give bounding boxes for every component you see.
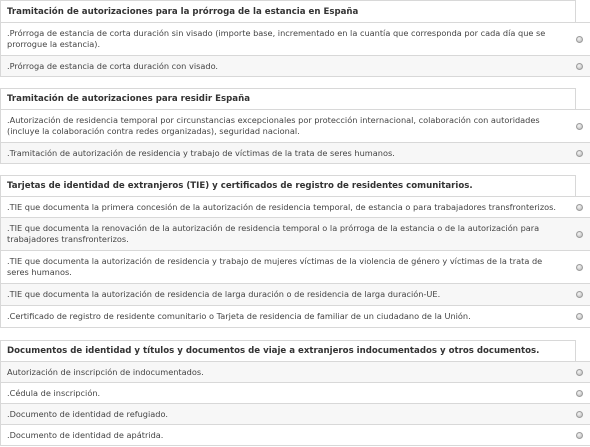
list-item-label: Autorización de inscripción de indocumentados. xyxy=(7,366,204,377)
radio-indicator-icon[interactable] xyxy=(568,284,590,305)
radio-indicator-icon[interactable] xyxy=(568,143,590,163)
list-item[interactable] xyxy=(0,361,590,383)
list-item-label: .Documento de identidad de refugiado. xyxy=(7,408,168,419)
radio-indicator-icon[interactable] xyxy=(568,23,590,55)
radio-indicator-icon[interactable] xyxy=(568,56,590,76)
list-item-label: .TIE que documenta la autorización de residencia y trabajo de mujeres víctimas de la violencia de género y víctimas de la trata de seres humanos. xyxy=(7,256,543,277)
list-item[interactable] xyxy=(0,251,590,284)
section-residir-espana xyxy=(0,88,590,164)
list-item-label: .Cédula de inscripción. xyxy=(7,387,101,398)
section-documentos-identidad xyxy=(0,340,590,446)
radio-indicator-icon[interactable] xyxy=(568,404,590,424)
list-item[interactable] xyxy=(0,143,590,164)
list-item[interactable] xyxy=(0,306,590,328)
section-prorroga-estancia xyxy=(0,0,590,77)
list-item[interactable] xyxy=(0,383,590,404)
list-item[interactable] xyxy=(0,109,590,143)
section-title: Tramitación de autorizaciones para residir España xyxy=(0,88,576,109)
radio-indicator-icon[interactable] xyxy=(568,362,590,382)
list-item-label: .Prórroga de estancia de corta duración con visado. xyxy=(7,60,219,71)
list-item-label: .TIE que documenta la renovación de la autorización de residencia temporal o la prórroga de la estancia o de la autorización para trabajadores transfronterizos. xyxy=(7,223,540,244)
section-title: Tramitación de autorizaciones para la prórroga de la estancia en España xyxy=(0,0,576,22)
list-item[interactable] xyxy=(0,284,590,306)
list-item-label: .Prórroga de estancia de corta duración sin visado (importe base, incrementado en la cuantía que corresponda por cada día que se prorrogue la estancia). xyxy=(7,28,546,49)
section-title: Tarjetas de identidad de extranjeros (TIE) y certificados de registro de residentes comunitarios. xyxy=(0,175,576,196)
list-item-label: .Tramitación de autorización de residencia y trabajo de víctimas de la trata de seres humanos. xyxy=(7,147,395,158)
radio-indicator-icon[interactable] xyxy=(568,425,590,445)
list-item-label: .Autorización de residencia temporal por circunstancias excepcionales por protección internacional, colaboración con autoridades (incluye la colaboración contra redes organizadas), seguridad nacional. xyxy=(7,115,540,136)
radio-indicator-icon[interactable] xyxy=(568,110,590,142)
radio-indicator-icon[interactable] xyxy=(568,383,590,403)
list-item-label: .Documento de identidad de apátrida. xyxy=(7,429,164,440)
list-item[interactable] xyxy=(0,218,590,251)
list-item[interactable] xyxy=(0,425,590,446)
list-item-label: .Certificado de registro de residente comunitario o Tarjeta de residencia de familiar de un ciudadano de la Unión. xyxy=(7,311,471,321)
section-tarjetas-tie xyxy=(0,175,590,328)
section-title: Documentos de identidad y títulos y documentos de viaje a extranjeros indocumentados y otros documentos. xyxy=(0,340,576,361)
list-item[interactable] xyxy=(0,22,590,56)
list-item-label: .TIE que documenta la primera concesión de la autorización de residencia temporal, de estancia o para trabajadores transfronterizos. xyxy=(7,201,557,212)
radio-indicator-icon[interactable] xyxy=(568,197,590,217)
list-item-label: .TIE que documenta la autorización de residencia de larga duración o de residencia de larga duración-UE. xyxy=(7,289,441,299)
radio-indicator-icon[interactable] xyxy=(568,218,590,250)
list-item[interactable] xyxy=(0,56,590,77)
list-item[interactable] xyxy=(0,404,590,425)
radio-indicator-icon[interactable] xyxy=(568,251,590,283)
list-item[interactable] xyxy=(0,196,590,218)
radio-indicator-icon[interactable] xyxy=(568,306,590,327)
